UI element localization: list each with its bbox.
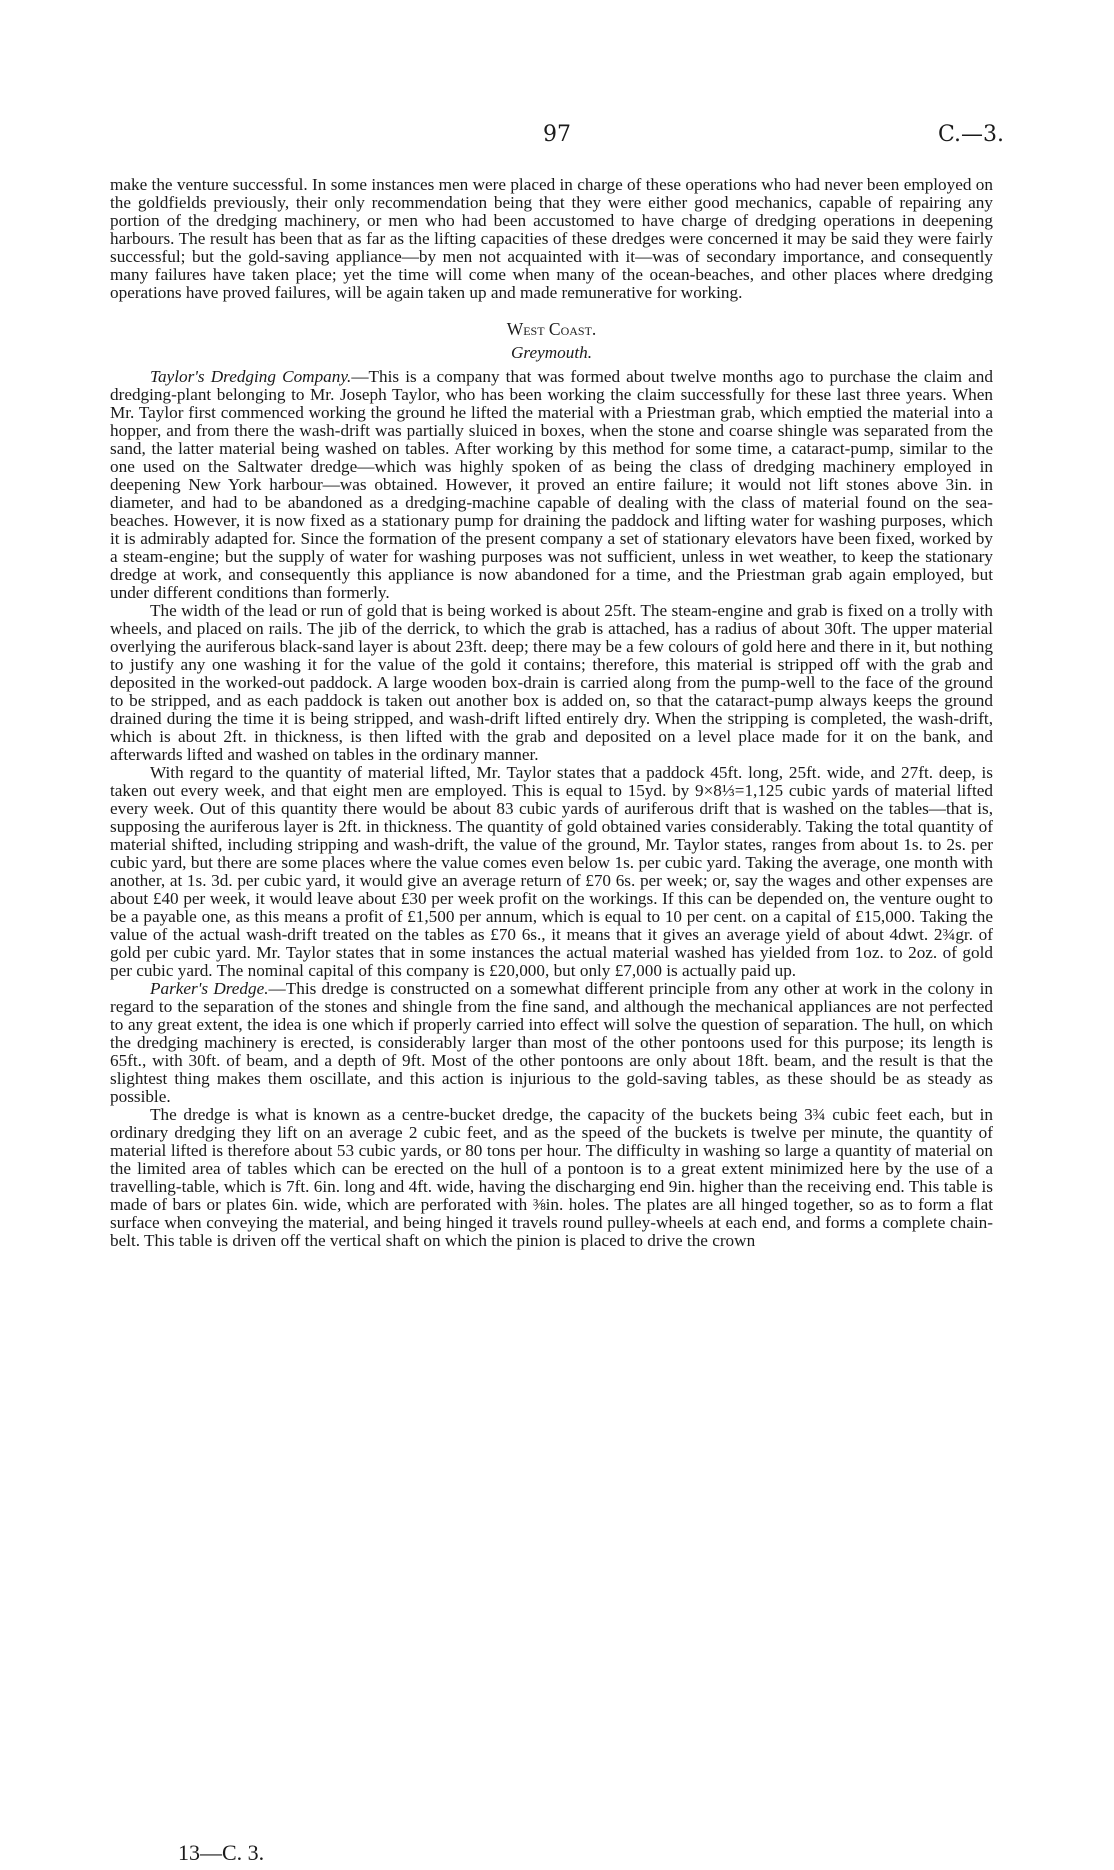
- page-number: 97: [543, 122, 571, 147]
- section-subheading: Greymouth.: [511, 343, 592, 362]
- paragraph-parkers-dredge: [110, 980, 993, 1106]
- document-reference: C.—3.: [937, 122, 1004, 147]
- paragraph-taylors-dredging: [110, 368, 993, 602]
- document-body: [110, 176, 993, 1250]
- intro-paragraph: make the venture successful. In some instances men were placed in charge of these operations who had never been employed on the goldfields previously, their only recommendation being that they were either good mechanics, capable of repairing any portion of the dredging machinery, or men who had been accustomed to have charge of dredging operations in deepening harbours. The result has been that as far as the lifting capacities of these dredges were concerned it may be said they were fairly successful; but the gold-saving appliance—by men not acquainted with it—was of secondary importance, and consequently many failures have taken place; yet the time will come when many of the ocean-beaches, and other places where dredging operations have proved failures, will be again taken up and made remunerative for working.: [110, 175, 993, 302]
- paragraph-text: The dredge is what is known as a centre-bucket dredge, the capacity of the buckets being 3¾ cubic feet each, but in ordinary dredging they lift on an average 2 cubic feet, and as the speed of the buckets is twelve per minute, the quantity of material lifted is therefore about 53 cubic yards, or 80 tons per hour. The difficulty in washing so large a quantity of material on the limited area of tables which can be erected on the hull of a pontoon is to a great extent minimized here by the use of a travelling-table, which is 7ft. 6in. long and 4ft. wide, having the discharging end 9in. higher than the receiving end. This table is made of bars or plates 6in. wide, which are perforated with ⅜in. holes. The plates are all hinged together, so as to form a flat surface when conveying the material, and being hinged it travels round pulley-wheels at each end, and forms a complete chain-belt. This table is driven off the vertical shaft on which the pinion is placed to drive the crown: [110, 1105, 993, 1250]
- paragraph-quantity: [110, 764, 993, 980]
- page-signature: 13—C. 3.: [178, 1840, 265, 1865]
- paragraph-centre-bucket: [110, 1106, 993, 1250]
- paragraph-lead: Taylor's Dredging Company.: [150, 367, 352, 386]
- paragraph-text: The width of the lead or run of gold that is being worked is about 25ft. The steam-engine and grab is fixed on a trolly with wheels, and placed on rails. The jib of the derrick, to which the grab is attached, has a radius of about 30ft. The upper material overlying the auriferous black-sand layer is about 23ft. deep; there may be a few colours of gold here and there in it, but nothing to justify any one washing it for the value of the gold it contains; therefore, this material is stripped off with the grab and deposited in the worked-out paddock. A large wooden box-drain is carried along from the pump-well to the face of the ground to be stripped, and as each paddock is taken out another box is added on, so that the cataract-pump always keeps the ground drained during the time it is being stripped, and wash-drift lifted entirely dry. When the stripping is completed, the wash-drift, which is about 2ft. in thickness, is then lifted with the grab and deposited on a level place made for it on the bank, and afterwards lifted and washed on tables in the ordinary manner.: [110, 601, 993, 764]
- section-heading: West Coast.: [506, 319, 597, 339]
- paragraph-text: —This dredge is constructed on a somewhat different principle from any other at work in the colony in regard to the separation of the stones and shingle from the fine sand, and although the mechanical appliances are not perfected to any great extent, the idea is one which if properly carried into effect will solve the question of separation. The hull, on which the dredging machinery is erected, is considerably larger than most of the other pontoons used for this purpose; its length is 65ft., with 30ft. of beam, and a depth of 9ft. Most of the other pontoons are only about 18ft. beam, and the result is that the slightest thing makes them oscillate, and this action is injurious to the gold-saving tables, as these should be as steady as possible.: [110, 979, 994, 1106]
- paragraph-text: —This is a company that was formed about twelve months ago to purchase the claim and dredging-plant belonging to Mr. Joseph Taylor, who has been working the claim successfully for these last three years. When Mr. Taylor first commenced working the ground he lifted the material with a Priestman grab, which emptied the material into a hopper, and from there the wash-drift was partially sluiced in boxes, when the stone and coarse shingle was separated from the sand, the latter material being washed on tables. After working by this method for some time, a cataract-pump, similar to the one used on the Saltwater dredge—which was highly spoken of as being the class of dredging machinery employed in deepening New York harbour—was obtained. However, it proved an entire failure; it would not lift stones above 3in. in diameter, and had to be abandoned as a dredging-machine capable of dealing with the class of material found on the sea-beaches. However, it is now fixed as a stationary pump for draining the paddock and lifting water for washing purposes, which it is admirably adapted for. Since the formation of the present company a set of stationary elevators have been fixed, worked by a steam-engine; but the supply of water for washing purposes was not sufficient, unless in wet weather, to keep the stationary dredge at work, and consequently this appliance is now abandoned for a time, and the Priestman grab again employed, but under different conditions than formerly.: [110, 367, 993, 602]
- paragraph-lead-width: [110, 602, 993, 764]
- paragraph-text: With regard to the quantity of material lifted, Mr. Taylor states that a paddock 45ft. long, 25ft. wide, and 27ft. deep, is taken out every week, and that eight men are employed. This is equal to 15yd. by 9×8⅓=1,125 cubic yards of material lifted every week. Out of this quantity there would be about 83 cubic yards of auriferous drift that is washed on the tables—that is, supposing the auriferous layer is 2ft. in thickness. The quantity of gold obtained varies considerably. Taking the total quantity of material shifted, including stripping and wash-drift, the value of the ground, Mr. Taylor states, ranges from about 1s. to 2s. per cubic yard, but there are some places where the value comes even below 1s. per cubic yard. Taking the average, one month with another, at 1s. 3d. per cubic yard, it would give an average return of £70 6s. per week; or, say the wages and other expenses are about £40 per week, it would leave about £30 per week profit on the workings. If this can be depended on, the venture ought to be a payable one, as this means a profit of £1,500 per annum, which is equal to 10 per cent. on a capital of £15,000. Taking the value of the actual wash-drift treated on the tables as £70 6s., it means that it gives an average yield of about 4dwt. 2¾gr. of gold per cubic yard. Mr. Taylor states that in some instances the actual material washed has yielded from 1oz. to 2oz. of gold per cubic yard. The nominal capital of this company is £20,000, but only £7,000 is actually paid up.: [110, 763, 993, 980]
- paragraph-lead: Parker's Dredge.: [150, 979, 269, 998]
